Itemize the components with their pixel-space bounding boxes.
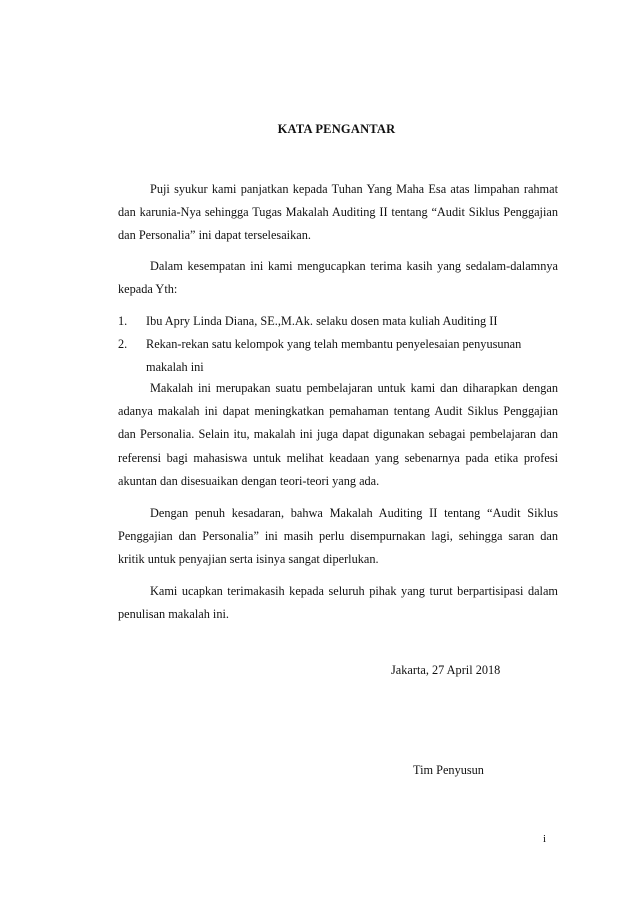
paragraph-text: Dengan penuh kesadaran, bahwa Makalah Auditing II tentang “Audit Siklus Penggajian dan Personalia” ini masih perlu disempurnakan lagi, sehingga saran dan kritik untuk penyajian serta isinya sangat diperlukan. (118, 506, 558, 567)
paragraph-text: Kami ucapkan terimakasih kepada seluruh pihak yang turut berpartisipasi dalam penulisan makalah ini. (118, 584, 558, 622)
list-item-text: Ibu Apry Linda Diana, SE.,M.Ak. selaku dosen mata kuliah Auditing II (146, 314, 498, 328)
list-item-text: Rekan-rekan satu kelompok yang telah membantu penyelesaian penyusunan makalah ini (146, 337, 522, 375)
date-line: Jakarta, 27 April 2018 (391, 663, 501, 677)
list-item-number: 1. (118, 314, 128, 328)
list-item-number: 2. (118, 337, 128, 352)
paragraph-closing (118, 580, 558, 626)
paragraph-awareness (118, 502, 558, 572)
page-title: KATA PENGANTAR (277, 122, 396, 136)
list-item (118, 310, 558, 333)
paragraph-opening (118, 178, 558, 248)
paragraph-text: Puji syukur kami panjatkan kepada Tuhan Yang Maha Esa atas limpahan rahmat dan karunia-Nya sehingga Tugas Makalah Auditing II tentang “Audit Siklus Penggajian dan Personalia” ini dapat terselesaikan. (118, 182, 558, 243)
paragraph-text: Makalah ini merupakan suatu pembelajaran untuk kami dan diharapkan dengan adanya makalah ini dapat meningkatkan pemahaman tentang Audit Siklus Penggajian dan Personalia. Selain itu, makalah ini juga dapat digunakan sebagai pembelajaran dan referensi bagi mahasiswa untuk melihat keadaan yang sebenarnya pada etika profesi akuntan dan disesuaikan dengan teori-teori yang ada. (118, 381, 558, 488)
thanks-list (118, 310, 558, 380)
paragraph-purpose (118, 377, 558, 493)
paragraph-text: Dalam kesempatan ini kami mengucapkan terima kasih yang sedalam-dalamnya kepada Yth: (118, 259, 558, 297)
page-number: i (543, 833, 547, 845)
list-item (118, 333, 558, 379)
paragraph-thanks (118, 255, 558, 301)
signer-name: Tim Penyusun (413, 763, 484, 777)
